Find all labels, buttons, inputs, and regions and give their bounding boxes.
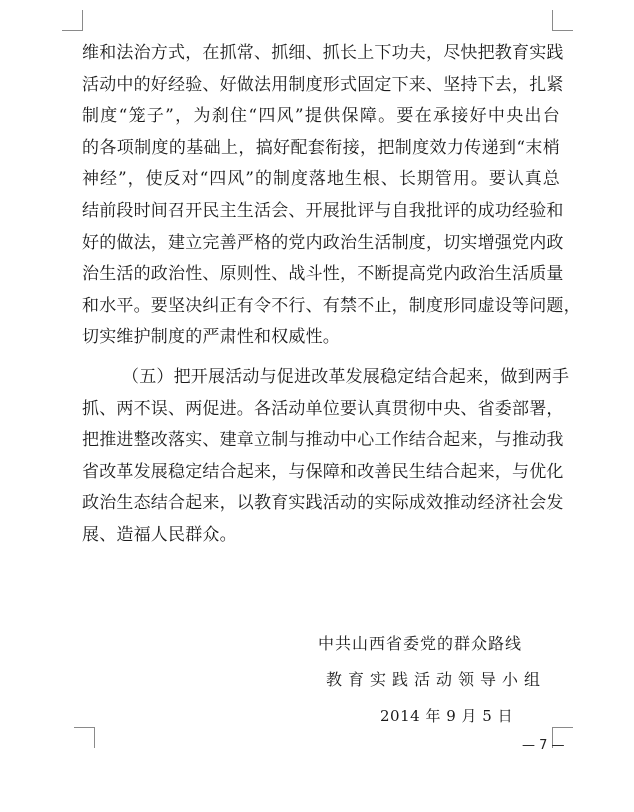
text-line: 制度“笼子”，为刹住“四风”提供保障。要在承接好中央出台: [82, 106, 560, 127]
text-line: 省改革发展稳定结合起来，与保障和改善民生结合起来，与优化: [82, 461, 564, 482]
text-line: 治生活的政治性、原则性、战斗性，不断提高党内政治生活质量: [82, 264, 564, 285]
text-line: 维和法治方式，在抓常、抓细、抓长上下功夫，尽快把教育实践: [82, 43, 564, 63]
page-number: — 7 —: [522, 738, 565, 753]
text-line: 把推进整改落实、建章立制与推动中心工作结合起来，与推动我: [82, 430, 564, 451]
text-line: 抓、两不误、两促进。各活动单位要认真贯彻中央、省委部署，: [82, 398, 564, 419]
text-line: 政治生态结合起来，以教育实践活动的实际成效推动经济社会发: [82, 493, 564, 514]
crop-mark-bottom-left: [74, 727, 95, 748]
text-line: 好的做法，建立完善严格的党内政治生活制度，切实增强党内政: [82, 232, 564, 253]
text-line: 结前段时间召开民主生活会、开展批评与自我批评的成功经验和: [82, 200, 564, 221]
text-line: 神经”，使反对“四风”的制度落地生根、长期管用。要认真总: [82, 169, 560, 190]
text-line: （五）把开展活动与促进改革发展稳定结合起来，做到两手: [122, 366, 570, 387]
signature-organization: 中共山西省委党的群众路线: [318, 634, 523, 653]
signature-date: 2014 年 9 月 5 日: [380, 707, 514, 725]
paragraph-2: [82, 362, 570, 552]
paragraph-1: [82, 38, 581, 354]
document-body: [82, 38, 581, 552]
text-line: 切实维护制度的严肃性和权威性。: [82, 327, 340, 348]
text-line: 和水平。要坚决纠正有令不行、有禁不止，制度形同虚设等问题，: [82, 295, 581, 316]
text-line: 展、造福人民群众。: [82, 524, 237, 545]
crop-mark-top-left: [62, 10, 83, 31]
text-line: 的各项制度的基础上，搞好配套衔接，把制度效力传递到“末梢: [82, 137, 560, 158]
signature-block: [318, 626, 558, 734]
signature-group: 教育实践活动领导小组: [326, 670, 547, 689]
text-line: 活动中的好经验、好做法用制度形式固定下来、坚持下去，扎紧: [82, 74, 564, 95]
crop-mark-top-right: [552, 10, 573, 31]
